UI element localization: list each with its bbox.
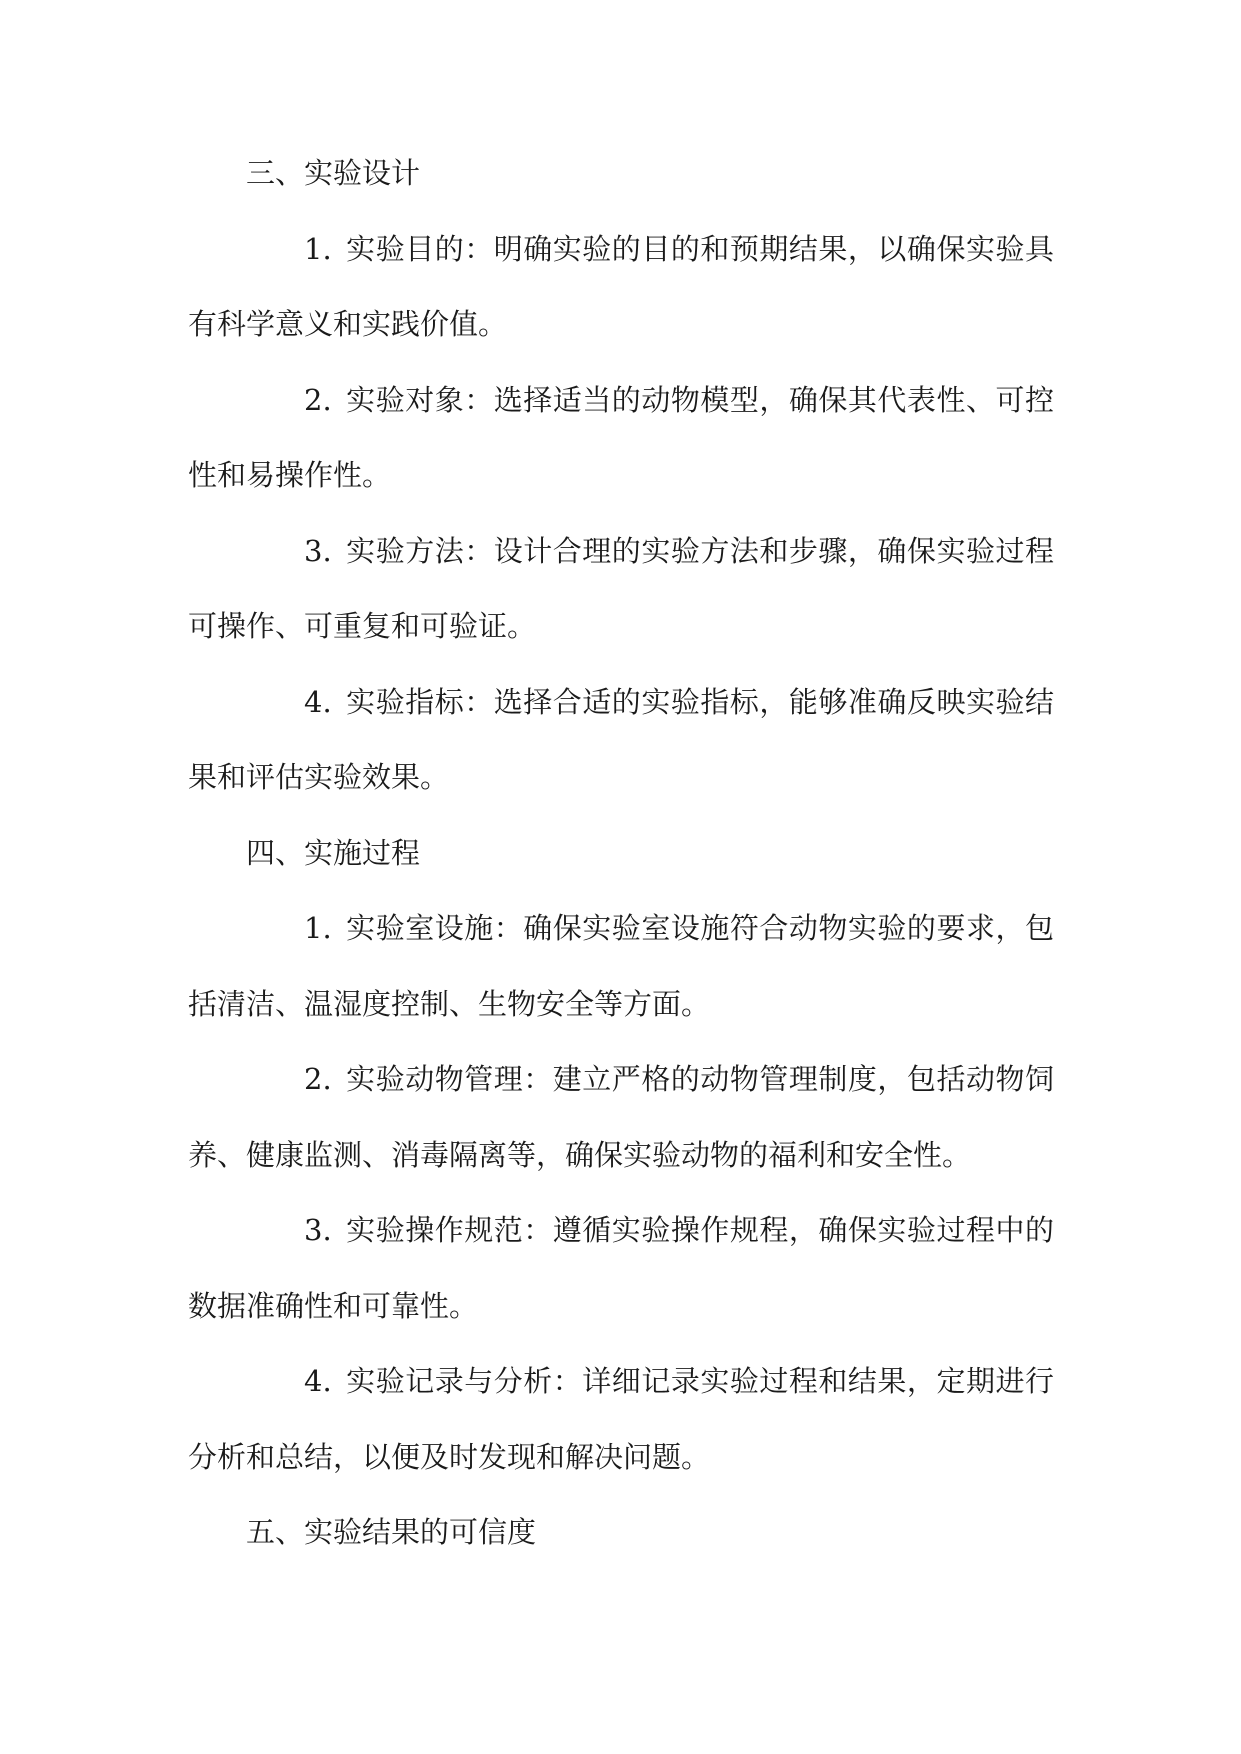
list-item [188, 1042, 1054, 1193]
item-text: 实验方法：设计合理的实验方法和步骤，确保实验过程可操作、可重复和可验证。 [188, 533, 1054, 643]
document-page [188, 136, 1054, 1571]
list-item [188, 1193, 1054, 1344]
list-item [188, 665, 1054, 816]
item-number: 4. [304, 684, 332, 719]
item-text: 实验动物管理：建立严格的动物管理制度，包括动物饲养、健康监测、消毒隔离等，确保实验动物的福利和安全性。 [188, 1062, 1054, 1172]
item-text: 实验指标：选择合适的实验指标，能够准确反映实验结果和评估实验效果。 [188, 684, 1054, 794]
item-text: 实验对象：选择适当的动物模型，确保其代表性、可控性和易操作性。 [188, 382, 1054, 492]
list-item [188, 1344, 1054, 1495]
item-number: 3. [304, 533, 332, 568]
section-heading-5: 五、实验结果的可信度 [246, 1515, 537, 1549]
list-item [188, 514, 1054, 665]
item-text: 实验记录与分析：详细记录实验过程和结果，定期进行分析和总结，以便及时发现和解决问题。 [188, 1364, 1054, 1474]
section-heading-3: 三、实验设计 [246, 156, 421, 190]
item-number: 1. [304, 911, 332, 945]
item-number: 2. [304, 382, 332, 417]
list-item [188, 212, 1054, 363]
item-number: 4. [304, 1364, 332, 1398]
list-item [188, 363, 1054, 514]
item-number: 2. [304, 1062, 332, 1096]
item-number: 3. [304, 1213, 332, 1247]
section-heading-4: 四、实施过程 [246, 835, 421, 870]
list-item [188, 891, 1054, 1042]
item-number: 1. [304, 231, 332, 266]
item-text: 实验室设施：确保实验室设施符合动物实验的要求，包括清洁、温湿度控制、生物安全等方面。 [188, 911, 1054, 1021]
item-text: 实验操作规范：遵循实验操作规程，确保实验过程中的数据准确性和可靠性。 [188, 1213, 1054, 1323]
item-text: 实验目的：明确实验的目的和预期结果，以确保实验具有科学意义和实践价值。 [188, 231, 1054, 341]
